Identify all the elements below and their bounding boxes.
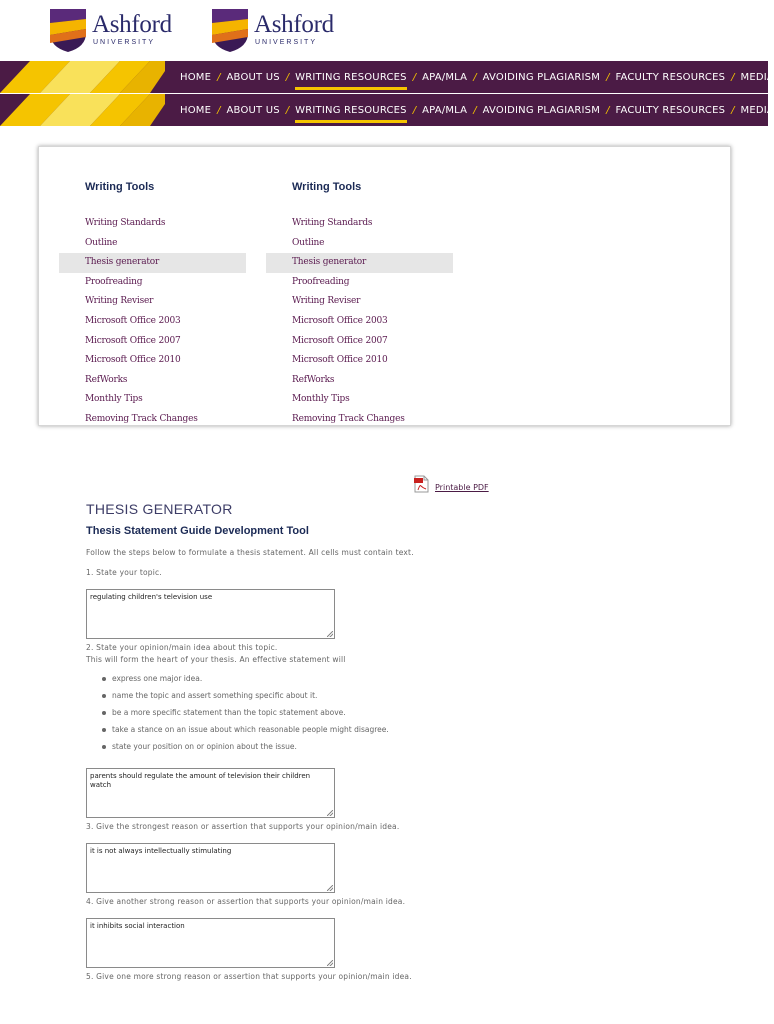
nav-home[interactable]: HOME <box>180 104 212 116</box>
list-item: take a stance on an issue about which reasonable people might disagree. <box>102 725 389 742</box>
shield-icon <box>210 7 250 53</box>
list-item: name the topic and assert something specific about it. <box>102 691 389 708</box>
tool-link[interactable]: Writing Reviser <box>85 296 154 307</box>
step-2-label: 2. State your opinion/main idea about this topic. <box>86 643 278 652</box>
nav-separator: / <box>606 104 610 116</box>
reason-1-value: it is not always intellectually stimulating <box>90 847 232 855</box>
nav-separator: / <box>217 71 221 83</box>
tool-link[interactable]: Outline <box>85 237 118 248</box>
tool-link[interactable]: Removing Track Changes <box>85 413 198 424</box>
nav-apa-mla[interactable]: APA/MLA <box>422 71 468 83</box>
nav-separator: / <box>285 104 290 116</box>
tool-link[interactable]: Microsoft Office 2010 <box>85 355 181 366</box>
reason-2-textarea[interactable] <box>86 918 335 968</box>
nav-writing-resources[interactable]: WRITING RESOURCES <box>295 104 407 116</box>
main-nav <box>0 61 774 93</box>
nav-separator: / <box>731 104 735 116</box>
nav-separator: / <box>412 104 417 116</box>
nav-separator: / <box>473 71 477 83</box>
logo-subtitle: UNIVERSITY <box>93 39 156 46</box>
tool-link[interactable]: Microsoft Office 2007 <box>292 335 388 346</box>
tool-link[interactable]: RefWorks <box>292 374 335 385</box>
nav-about-us[interactable]: ABOUT US <box>226 71 280 83</box>
tool-link[interactable]: Removing Track Changes <box>292 413 405 424</box>
tool-link[interactable]: Outline <box>292 237 325 248</box>
writing-tools-heading: Writing Tools <box>85 181 155 193</box>
reason-1-textarea[interactable] <box>86 843 335 893</box>
reason-2-value: it inhibits social interaction <box>90 922 185 930</box>
nav-avoiding-plagiarism[interactable]: AVOIDING PLAGIARISM <box>482 104 601 116</box>
nav-separator: / <box>217 104 221 116</box>
opinion-textarea[interactable] <box>86 768 335 818</box>
nav-media[interactable]: MEDIA <box>740 71 774 83</box>
step-2-note: This will form the heart of your thesis. An effective statement will <box>86 655 346 664</box>
page-title: THESIS GENERATOR <box>86 501 233 517</box>
resize-grip-icon[interactable] <box>327 960 333 966</box>
logo-wordmark: Ashford <box>254 11 334 38</box>
logo-subtitle: UNIVERSITY <box>255 39 318 46</box>
step-3-label: 3. Give the strongest reason or assertion that supports your opinion/main idea. <box>86 822 400 831</box>
tool-link[interactable]: Monthly Tips <box>85 394 143 405</box>
nav-media[interactable]: MEDIA <box>740 104 774 116</box>
step-1-label: 1. State your topic. <box>86 568 162 577</box>
nav-writing-resources[interactable]: WRITING RESOURCES <box>295 71 407 83</box>
nav-faculty-resources[interactable]: FACULTY RESOURCES <box>615 71 726 83</box>
nav-apa-mla[interactable]: APA/MLA <box>422 104 468 116</box>
nav-avoiding-plagiarism[interactable]: AVOIDING PLAGIARISM <box>482 71 601 83</box>
logo-wordmark: Ashford <box>92 11 172 38</box>
tool-link[interactable]: Microsoft Office 2010 <box>292 355 388 366</box>
list-item: state your position on or opinion about the issue. <box>102 742 389 759</box>
resize-grip-icon[interactable] <box>327 631 333 637</box>
opinion-value: parents should regulate the amount of television their children watch <box>90 772 311 789</box>
tool-link-active[interactable]: Thesis generator <box>59 253 246 273</box>
thesis-criteria-list <box>102 674 389 759</box>
nav-about-us[interactable]: ABOUT US <box>226 104 280 116</box>
resize-grip-icon[interactable] <box>327 810 333 816</box>
tool-link-active[interactable]: Thesis generator <box>266 253 453 273</box>
writing-tools-heading: Writing Tools <box>292 181 362 193</box>
nav-decoration <box>0 61 165 93</box>
tool-link[interactable]: RefWorks <box>85 374 128 385</box>
nav-separator: / <box>731 71 735 83</box>
tool-link[interactable]: Microsoft Office 2007 <box>85 335 181 346</box>
nav-home[interactable]: HOME <box>180 71 212 83</box>
tool-link[interactable]: Writing Standards <box>85 218 166 228</box>
tool-link[interactable]: Writing Reviser <box>292 296 361 307</box>
page-subtitle: Thesis Statement Guide Development Tool <box>86 525 309 537</box>
nav-decoration <box>0 94 165 126</box>
pdf-icon <box>414 475 429 493</box>
list-item: express one major idea. <box>102 674 389 691</box>
nav-separator: / <box>606 71 610 83</box>
tool-link[interactable]: Proofreading <box>85 276 143 287</box>
tool-link[interactable]: Microsoft Office 2003 <box>85 315 181 326</box>
nav-separator: / <box>473 104 477 116</box>
shield-icon <box>48 7 88 53</box>
resize-grip-icon[interactable] <box>327 885 333 891</box>
main-nav <box>0 94 774 126</box>
nav-separator: / <box>412 71 417 83</box>
tool-link[interactable]: Writing Standards <box>292 218 373 228</box>
nav-separator: / <box>285 71 290 83</box>
printable-pdf-link[interactable]: Printable PDF <box>435 483 489 492</box>
tool-link[interactable]: Monthly Tips <box>292 394 350 405</box>
writing-tools-dropdown <box>38 146 731 426</box>
tool-link[interactable]: Proofreading <box>292 276 350 287</box>
printable-pdf[interactable] <box>414 475 489 493</box>
ashford-logo[interactable] <box>210 7 334 53</box>
tool-link[interactable]: Microsoft Office 2003 <box>292 315 388 326</box>
step-5-label: 5. Give one more strong reason or assertion that supports your opinion/main idea. <box>86 972 412 981</box>
nav-faculty-resources[interactable]: FACULTY RESOURCES <box>615 104 726 116</box>
list-item: be a more specific statement than the topic statement above. <box>102 708 389 725</box>
ashford-logo[interactable] <box>48 7 172 53</box>
step-4-label: 4. Give another strong reason or assertion that supports your opinion/main idea. <box>86 897 406 906</box>
intro-text: Follow the steps below to formulate a thesis statement. All cells must contain text. <box>86 548 414 557</box>
topic-value: regulating children's television use <box>90 593 213 601</box>
topic-textarea[interactable] <box>86 589 335 639</box>
